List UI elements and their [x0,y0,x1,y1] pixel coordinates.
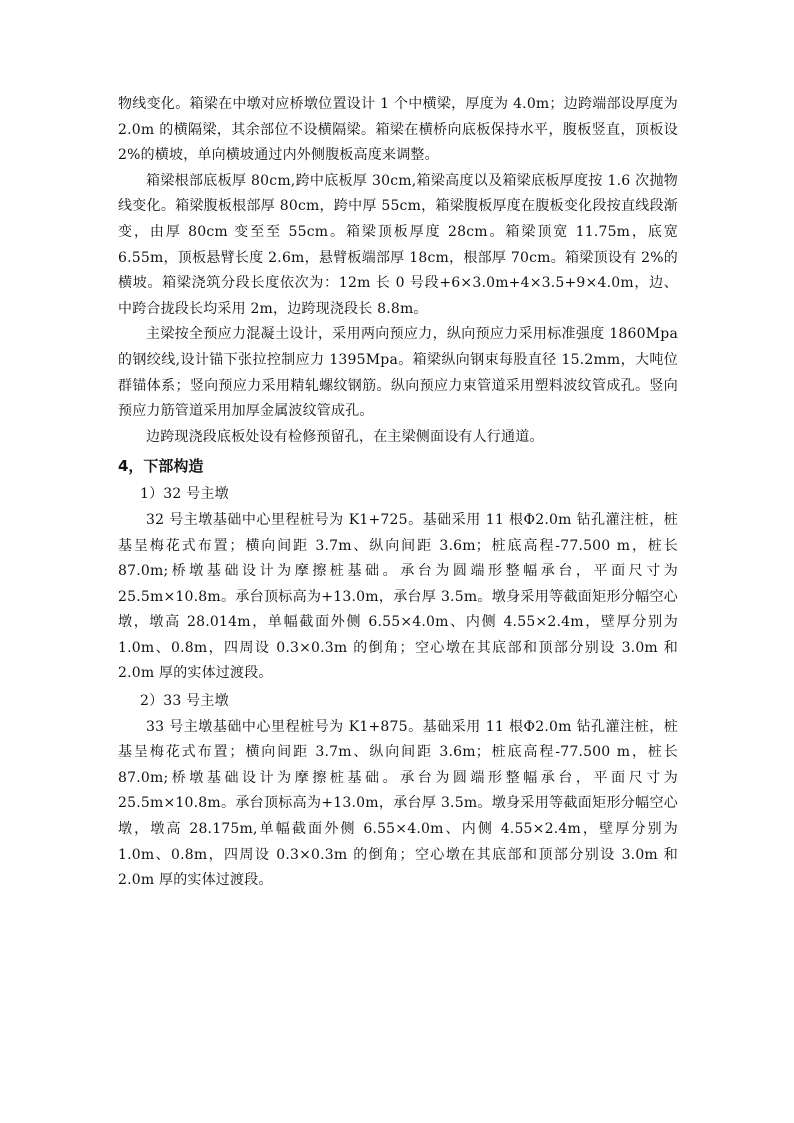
subsection-title-pier-33: 2）33 号主墩 [140,693,229,710]
document-page [118,92,678,894]
paragraph-box-girder-diaphragm: 物线变化。箱梁在中墩对应桥墩位置设计 1 个中横梁，厚度为 4.0m；边跨端部设厚度为 2.0m 的横隔梁，其余部位不设横隔梁。箱梁在横桥向底板保持水平，腹板竖直，顶板设 2%的横坡，单向横坡通过内外侧腹板高度来调整。 [118,96,678,164]
subsection-title-pier-32: 1）32 号主墩 [140,486,229,503]
paragraph-prestressing: 主梁按全预应力混凝土设计，采用两向预应力，纵向预应力采用标准强度 1860Mpa 的钢绞线,设计锚下张拉控制应力 1395Mpa。箱梁纵向钢束每股直径 15.2mm，大吨位群锚体系；竖向预应力采用精轧螺纹钢筋。纵向预应力束管道采用塑料波纹管成孔。竖向预应力筋管道采用加厚金属波纹管成孔。 [118,326,678,420]
paragraph-inspection-hole: 边跨现浇段底板处设有检修预留孔，在主梁侧面设有人行通道。 [146,428,544,445]
paragraph-pier-32: 32 号主墩基础中心里程桩号为 K1+725。基础采用 11 根Φ2.0m 钻孔灌注桩，桩基呈梅花式布置；横向间距 3.7m、纵向间距 3.6m；桩底高程-77.500 m，桩长 87.0m;桥墩基础设计为摩擦桩基础。承台为圆端形整幅承台，平面尺寸为 25.5m×10.8m。承台顶标高为+13.0m，承台厚 3.5m。墩身采用等截面矩形分幅空心墩，墩高 28.014m，单幅截面外侧 6.55×4.0m、内侧 4.55×2.4m，壁厚分别为 1.0m、0.8m，四周设 0.3×0.3m 的倒角；空心墩在其底部和顶部分别设 3.0m 和 2.0m 厚的实体过渡段。 [118,511,678,682]
section-heading-substructure: 4，下部构造 [118,457,204,476]
paragraph-box-girder-dimensions: 箱梁根部底板厚 80cm,跨中底板厚 30cm,箱梁高度以及箱梁底板厚度按 1.6 次抛物线变化。箱梁腹板根部厚 80cm，跨中厚 55cm，箱梁腹板厚度在腹板变化段按直线段渐变，由厚 80cm 变至至 55cm。箱梁顶板厚度 28cm。箱梁顶宽 11.75m，底宽 6.55m，顶板悬臂长度 2.6m，悬臂板端部厚 18cm，根部厚 70cm。箱梁顶设有 2%的横坡。箱梁浇筑分段长度依次为：12m 长 0 号段+6×3.0m+4×3.5+9×4.0m，边、中跨合拢段长均采用 2m，边跨现浇段长 8.8m。 [118,172,678,317]
paragraph-pier-33: 33 号主墩基础中心里程桩号为 K1+875。基础采用 11 根Φ2.0m 钻孔灌注桩，桩基呈梅花式布置；横向间距 3.7m、纵向间距 3.6m；桩底高程-77.500 m，桩长 87.0m;桥墩基础设计为摩擦桩基础。承台为圆端形整幅承台，平面尺寸为 25.5m×10.8m。承台顶标高为+13.0m，承台厚 3.5m。墩身采用等截面矩形分幅空心墩，墩高 28.175m,单幅截面外侧 6.55×4.0m、内侧 4.55×2.4m，壁厚分别为 1.0m、0.8m，四周设 0.3×0.3m 的倒角；空心墩在其底部和顶部分别设 3.0m 和 2.0m 厚的实体过渡段。 [118,718,678,889]
